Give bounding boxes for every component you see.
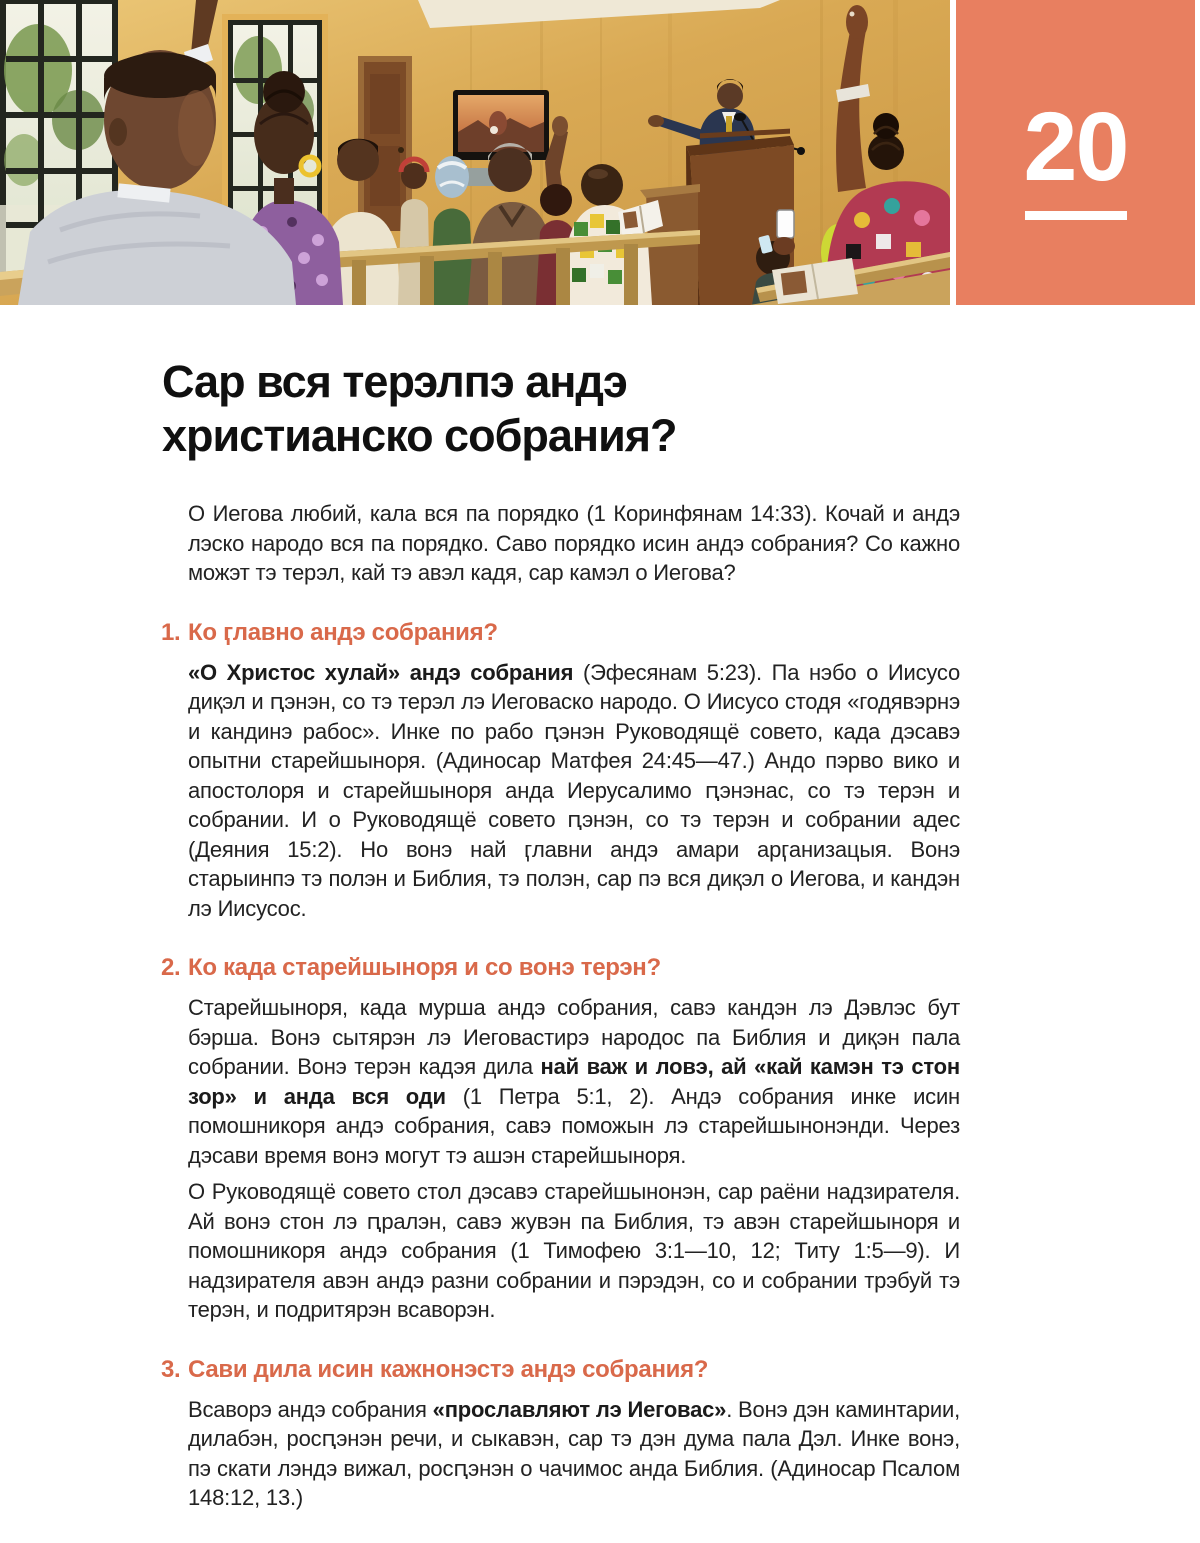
question-1-text: Ко ӷлавно андэ собрания? [188,618,498,646]
question-3-heading [161,1355,960,1385]
paragraph-segment: Всаворэ андэ собрания [188,1396,433,1422]
section-1-paragraph-1 [188,658,960,924]
section-3 [161,1355,960,1513]
paragraph-segment-bold: най важ и ловэ, ай «кай камэн тэ стон зор» и анда вся оди [188,1054,960,1109]
intro-paragraph: О Иегова любий, кала вся па порядко (1 Коринфянам 14:33). Кочай и андэ лэско народо вся па порядко. Саво порядко исин андэ собрания? Со кажно можэт тэ терэл, кай тэ авэл кадя, сар камэл о Иегова? [188,501,960,585]
question-3-text: Сави дила исин кажнонэстэ андэ собрания? [188,1355,709,1383]
paragraph-segment: Старейшыноря, када мурша андэ собрания, савэ кандэн лэ Дэвлэс бут бэрша. Вонэ сытярэн лэ Иеговастирэ народос па Библия и диқэн пала собрании. Вонэ терэн кадэя дила [188,995,960,1079]
lesson-number: 20 [1023,91,1128,201]
lesson-number-tab [956,0,1195,305]
question-2-heading [161,953,960,983]
question-3-number: 3. [161,1355,181,1383]
kingdom-hall-photo [0,0,950,305]
question-1-number: 1. [161,618,181,646]
paragraph-segment: (1 Петра 5:1, 2). Андэ собрания инке исин помошникоря андэ собрания, савэ поможын лэ старейшынонэнди. Через дэсави время вонэ могут тэ ашэн старейшыноря. [188,1083,960,1168]
lesson-number-underline [1025,211,1127,220]
page-title: Сар вся терэлпэ андэ христианско собрания? [162,356,677,461]
question-2-text: Ко када старейшыноря и со вонэ терэн? [188,954,661,981]
paragraph-segment: (Эфесянам 5:23). Па нэбо о Иисусо диқэл и ԥэнэн, со тэ терэл лэ Иеговаско народо. О Иисусо стодя «годявэрнэ и кандинэ рабос». Инке по рабо ԥэнэн Руководящё совето, када дэсавэ опытни старейшыноря. (Адиносар Матфея 24:45—47.) Андо пэрво вико и апостолоря и старейшыноря анда Иерусалимо ԥэнэнас, со тэ терэн и собрании. И о Руководящё совето ԥэнэн, со тэ терэн и собрании адес (Деяния 15:2). Но вонэ най ӷлавни андэ амари арӷанизацыя. Вонэ старыинпэ тэ полэн и Библия, тэ полэн, сар пэ вся диқэл о Иегова, и кандэн лэ Иисусос. [188,659,961,921]
section-2-paragraph-1 [188,993,960,1170]
paragraph-segment-bold: «прославляют лэ Иеговас» [432,1396,727,1422]
paragraph-segment: О Руководящё совето стол дэсавэ старейшынонэн, сар раёни надзирателя. Ай вонэ стон лэ ԥралэн, савэ жувэн па Библия, тэ авэн старейшыноря и помошникоря андэ собрания (1 Тимофею 3:1—10, 12; Титу 1:5—9). И надзирателя авэн андэ разни собрании и пэрэдэн, со и собрании трэбуй тэ терэн, и подритярэн всаворэн. [188,1179,960,1322]
paragraph-segment: . Вонэ дэн каминтарии, дилабэн, росԥэнэн речи, и сыкавэн, сар тэ дэн дума пала Дэл. Инке вонэ, пэ скати лэндэ вижал, росԥэнэн о чачимос анда Библия. (Адиносар Псалом 148:12, 13.) [188,1396,960,1510]
section-2-paragraph-2 [188,1177,960,1325]
section-1 [161,618,961,924]
section-2 [161,953,960,1325]
congregation-scene [0,0,950,305]
question-2-number: 2. [161,954,181,981]
paragraph-segment-bold: «О Христос хулай» андэ собрания [188,659,574,685]
section-3-paragraph-1 [188,1395,960,1513]
lesson-content [161,305,961,1513]
question-1-heading [161,618,960,648]
